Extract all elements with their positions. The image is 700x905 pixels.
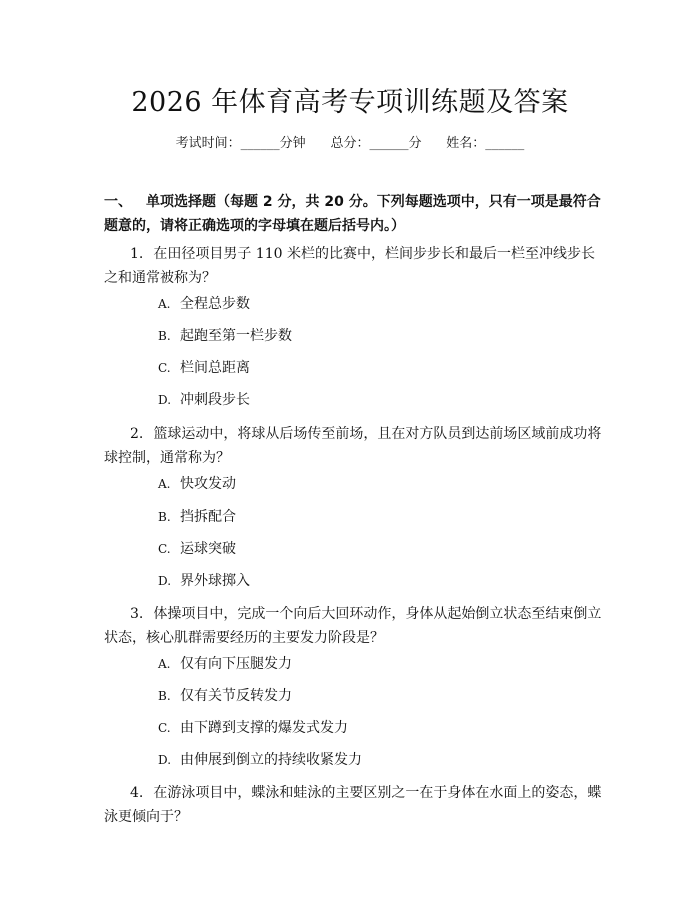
question-3-option-d	[158, 750, 362, 770]
question-3-option-b	[158, 686, 292, 706]
option-letter: B.	[158, 510, 171, 524]
option-letter: D.	[158, 393, 172, 407]
option-text: 栏间总距离	[180, 360, 250, 376]
option-letter: C.	[158, 721, 171, 735]
question-1-option-b	[158, 326, 292, 346]
question-text: 在游泳项目中，蝶泳和蛙泳的主要区别之一在于身体在水面上的姿态，蝶泳更倾向于？	[104, 785, 602, 825]
question-number: 3.	[130, 606, 144, 622]
question-1-option-a	[158, 294, 250, 314]
name-field: 姓名：______	[446, 136, 525, 151]
exam-time-field: 考试时间：______分钟	[175, 136, 306, 151]
option-letter: C.	[158, 361, 171, 375]
option-text: 界外球掷入	[180, 573, 250, 589]
option-text: 快攻发动	[180, 476, 236, 492]
section-instructions: 单项选择题（每题 2 分，共 20 分。下列每题选项中，只有一项是最符合题意的，请将正确选项的字母填在题后括号内。）	[104, 194, 601, 234]
option-letter: D.	[158, 753, 172, 767]
option-letter: A.	[158, 477, 171, 491]
question-2-option-d	[158, 571, 250, 591]
section-heading	[104, 190, 604, 238]
question-1	[104, 242, 602, 290]
question-4	[104, 781, 602, 829]
option-letter: C.	[158, 542, 171, 556]
question-3-option-a	[158, 654, 292, 674]
question-text: 体操项目中，完成一个向后大回环动作，身体从起始倒立状态至结束倒立状态，核心肌群需要经历的主要发力阶段是？	[104, 606, 602, 646]
question-2	[104, 422, 602, 470]
option-text: 由伸展到倒立的持续收紧发力	[180, 752, 362, 768]
option-text: 仅有向下压腿发力	[180, 656, 292, 672]
option-text: 由下蹲到支撑的爆发式发力	[180, 720, 348, 736]
question-text: 在田径项目男子 110 米栏的比赛中，栏间步步长和最后一栏至冲线步长之和通常被称为？	[104, 246, 595, 286]
question-2-option-c	[158, 539, 236, 559]
option-letter: B.	[158, 689, 171, 703]
option-letter: A.	[158, 657, 171, 671]
page-title: 2026 年体育高考专项训练题及答案	[131, 87, 569, 118]
exam-meta	[0, 132, 700, 151]
question-number: 4.	[130, 785, 144, 801]
section-number: 一、	[104, 194, 132, 210]
option-text: 运球突破	[180, 541, 236, 557]
option-letter: A.	[158, 297, 171, 311]
question-number: 2.	[130, 426, 144, 442]
question-1-option-c	[158, 358, 250, 378]
question-1-option-d	[158, 390, 250, 410]
question-number: 1.	[130, 246, 144, 262]
total-score-field: 总分：______分	[330, 136, 422, 151]
option-text: 全程总步数	[180, 296, 250, 312]
question-3-option-c	[158, 718, 348, 738]
option-letter: B.	[158, 329, 171, 343]
option-text: 挡拆配合	[180, 509, 236, 525]
option-text: 仅有关节反转发力	[180, 688, 292, 704]
question-2-option-b	[158, 507, 236, 527]
option-letter: D.	[158, 574, 172, 588]
option-text: 起跑至第一栏步数	[180, 328, 292, 344]
option-text: 冲刺段步长	[180, 392, 250, 408]
question-3	[104, 602, 602, 650]
question-text: 篮球运动中，将球从后场传至前场，且在对方队员到达前场区域前成功将球控制，通常称为？	[104, 426, 602, 466]
question-2-option-a	[158, 474, 236, 494]
